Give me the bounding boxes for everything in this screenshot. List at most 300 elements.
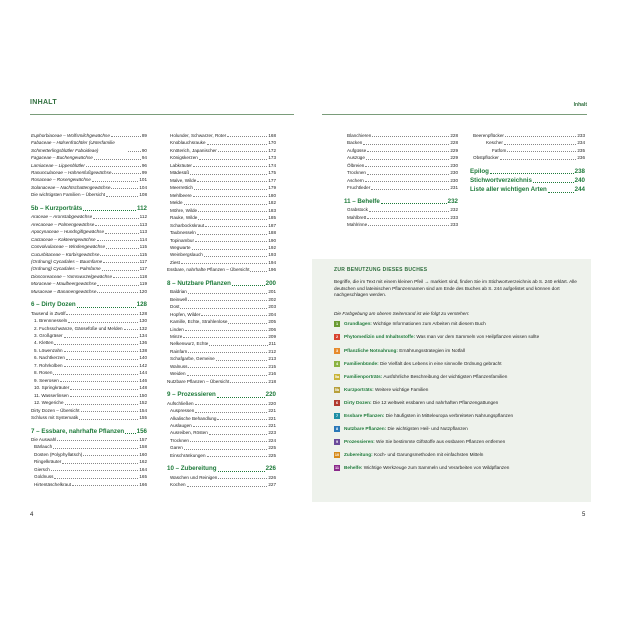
leader-dots bbox=[86, 166, 141, 167]
toc-entry bbox=[167, 474, 276, 481]
legend-label: Grundlagen: bbox=[344, 321, 372, 326]
toc-entry-page: 225 bbox=[268, 445, 276, 451]
legend-label: Prozessieren: bbox=[344, 439, 375, 444]
toc-entry-page: 233 bbox=[450, 221, 458, 227]
leader-dots bbox=[93, 218, 139, 219]
leader-dots bbox=[184, 204, 268, 205]
leader-dots bbox=[66, 314, 138, 315]
toc-entry bbox=[167, 192, 276, 199]
toc-entry-title: Garen bbox=[170, 445, 183, 451]
toc-entry-title: Ziest bbox=[170, 259, 180, 265]
toc-entry-title: Giersch bbox=[34, 466, 50, 472]
toc-entry bbox=[31, 317, 147, 324]
toc-entry-title: Euphorbiaceae – Wolfsmilchgewächse bbox=[31, 132, 110, 138]
toc-entry bbox=[167, 288, 276, 295]
toc-entry-page: 209 bbox=[268, 334, 276, 339]
leader-dots bbox=[198, 219, 267, 220]
legend-description: Die 12 weltweit essbaren und nahrhaften Pflanzengattungen bbox=[371, 400, 499, 405]
leader-dots bbox=[111, 136, 141, 137]
leader-dots bbox=[81, 411, 139, 412]
toc-entry-page: 206 bbox=[268, 326, 276, 332]
toc-entry-title: Ölbreien bbox=[347, 162, 365, 168]
toc-entry bbox=[167, 266, 276, 273]
leader-dots bbox=[533, 182, 574, 183]
leader-dots bbox=[218, 151, 268, 152]
toc-entry-title: Topinambur bbox=[170, 237, 195, 243]
legend-label: Familienporträts: bbox=[344, 374, 383, 379]
leader-dots bbox=[227, 136, 267, 137]
leader-dots bbox=[97, 292, 138, 293]
toc-entry-page: 224 bbox=[268, 437, 276, 443]
toc-entry-title: Hopfen, Wilder bbox=[170, 311, 201, 317]
leader-dots bbox=[180, 308, 267, 309]
toc-entry bbox=[31, 221, 147, 228]
toc-entry bbox=[31, 191, 147, 198]
legend-description: Ernährungsstrategien im Notfall bbox=[397, 348, 465, 353]
toc-entry-title: Fabaceae – Hülsenfrüchtler (Unterfamilie Schmetterlingsblütler Faboideae) bbox=[31, 140, 115, 153]
toc-entry-title: Obstpflücker bbox=[473, 155, 499, 161]
toc-entry-page: 165 bbox=[139, 474, 147, 480]
toc-entry-title: Königskerzen bbox=[170, 155, 198, 161]
legend-color-swatch: 5b bbox=[334, 388, 340, 392]
toc-entry bbox=[344, 169, 458, 176]
toc-entry-title: Musaceae – Bananengewächse bbox=[31, 288, 97, 294]
toc-entry-title: Aufschließen bbox=[167, 400, 194, 406]
legend-label: Dirty Dozen: bbox=[344, 400, 372, 405]
leader-dots bbox=[68, 322, 138, 323]
toc-entry bbox=[31, 473, 147, 480]
toc-entry-title: 9. Seerosen bbox=[34, 377, 59, 383]
toc-entry bbox=[167, 400, 276, 407]
toc-entry bbox=[167, 244, 276, 251]
leader-dots bbox=[188, 352, 267, 353]
legend-color-swatch: 9 bbox=[335, 440, 339, 444]
toc-section-entry bbox=[167, 279, 276, 288]
toc-entry-title: Meerrettich bbox=[170, 185, 193, 191]
toc-entry-page: 155 bbox=[139, 415, 147, 421]
toc-entry-page: 177 bbox=[268, 177, 276, 183]
toc-entry-page: 89 bbox=[141, 132, 147, 138]
toc-column-2 bbox=[167, 132, 276, 489]
toc-entry-title: 5b – Kurzporträts bbox=[31, 204, 83, 212]
toc-entry-page: 128 bbox=[139, 310, 147, 316]
toc-entry-title: Moraceae – Maulbeergewächse bbox=[31, 281, 97, 287]
toc-entry bbox=[470, 139, 585, 146]
toc-entry-title: Beerenpflücker bbox=[473, 132, 504, 138]
toc-column-1 bbox=[31, 132, 147, 488]
toc-entry-title: Aufgüsse bbox=[347, 147, 367, 153]
toc-entry-page: 118 bbox=[139, 273, 147, 279]
leader-dots bbox=[70, 389, 138, 390]
leader-dots bbox=[228, 323, 267, 324]
legend-text bbox=[344, 426, 584, 433]
toc-entry-title: Lamiaceae – Lippenblütler bbox=[31, 162, 85, 168]
leader-dots bbox=[548, 192, 574, 193]
toc-entry-title: 7 – Essbare, nahrhafte Pflanzen bbox=[31, 427, 125, 435]
toc-entry-page: 119 bbox=[139, 281, 147, 287]
toc-entry bbox=[344, 184, 458, 191]
toc-entry bbox=[167, 348, 276, 355]
toc-entry-page: 200 bbox=[265, 279, 276, 287]
header-right bbox=[322, 96, 587, 115]
toc-entry bbox=[31, 340, 147, 347]
toc-entry-page: 180 bbox=[268, 192, 276, 198]
toc-entry-page: 218 bbox=[268, 378, 276, 384]
legend-color-swatch: 10 bbox=[334, 453, 340, 457]
toc-entry bbox=[31, 243, 147, 250]
toc-entry bbox=[167, 132, 276, 139]
leader-dots bbox=[94, 159, 141, 160]
toc-entry-page: 213 bbox=[268, 356, 276, 362]
toc-entry-title: Melde bbox=[170, 200, 183, 206]
legend-color-swatch: 5a bbox=[334, 375, 340, 379]
section-label: Inhalt bbox=[573, 102, 587, 108]
toc-entry-title: Schafgarbe, Gemeine bbox=[170, 356, 215, 362]
toc-entry-page: 160 bbox=[139, 451, 147, 457]
toc-section-entry bbox=[344, 197, 458, 206]
toc-entry-page: 112 bbox=[139, 214, 147, 220]
toc-entry-title: Beinwell bbox=[170, 296, 188, 302]
toc-entry-title: Fruchtleder bbox=[347, 185, 371, 191]
leader-dots bbox=[62, 463, 138, 464]
leader-dots bbox=[250, 271, 267, 272]
leader-dots bbox=[490, 173, 574, 174]
toc-entry-title: Mahlrinne bbox=[347, 221, 368, 227]
legend-description: Die Vielfalt des Lebens in eine sinnvolle Ordnung gebracht bbox=[378, 361, 502, 366]
toc-section-entry bbox=[31, 204, 147, 213]
toc-entry-title: 11 – Behelfe bbox=[344, 197, 380, 205]
toc-entry-page: 104 bbox=[139, 184, 147, 190]
toc-entry bbox=[31, 384, 147, 391]
toc-entry bbox=[167, 452, 276, 459]
toc-entry-page: 140 bbox=[139, 355, 147, 361]
toc-entry-page: 226 bbox=[268, 474, 276, 480]
leader-dots bbox=[77, 307, 136, 308]
toc-entry bbox=[470, 154, 585, 161]
toc-entry bbox=[344, 132, 458, 139]
legend-color-swatch: 3 bbox=[335, 349, 339, 353]
toc-entry bbox=[31, 451, 147, 458]
toc-entry bbox=[167, 296, 276, 303]
leader-dots bbox=[366, 159, 449, 160]
toc-entry-title: Kochen bbox=[170, 482, 186, 488]
toc-entry-page: 164 bbox=[139, 466, 147, 472]
toc-entry-page: 227 bbox=[268, 482, 276, 488]
info-intro: Begriffe, die im Text mit einem kleinen Pfeil → markiert sind, finden Sie im Stichwortverzeichnis ab S. 240 erklärt. Alle deutschen und lateinischen Pflanzennamen sind am Ende des Buches ab S. 244 aufgelistet und können dort nachgeschlagen werden. bbox=[334, 279, 577, 298]
toc-entry-title: Kescher bbox=[486, 140, 503, 146]
leader-dots bbox=[187, 375, 268, 376]
legend-text bbox=[344, 465, 584, 472]
leader-dots bbox=[53, 374, 138, 375]
toc-entry-page: 113 bbox=[139, 221, 147, 227]
leader-dots bbox=[197, 181, 267, 182]
toc-entry bbox=[167, 222, 276, 229]
toc-section-entry bbox=[31, 427, 147, 436]
toc-entry bbox=[31, 325, 147, 332]
toc-entry-title: 7. Rohrkolben bbox=[34, 362, 63, 368]
leader-dots bbox=[64, 351, 139, 352]
legend-label: Phytomedizin und Inhaltsstoffe: bbox=[344, 334, 416, 339]
toc-entry-page: 185 bbox=[268, 215, 276, 221]
legend-color-swatch: 6 bbox=[335, 401, 339, 405]
toc-entry bbox=[167, 169, 276, 176]
toc-entry-page: 229 bbox=[450, 155, 458, 161]
leader-dots bbox=[195, 404, 268, 405]
toc-entry bbox=[31, 236, 147, 243]
legend-text bbox=[344, 321, 584, 328]
toc-entry-title: Auslaugen bbox=[170, 422, 192, 428]
legend-text bbox=[344, 387, 584, 394]
leader-dots bbox=[79, 419, 138, 420]
toc-entry-title: Bärlauch bbox=[34, 444, 53, 450]
toc-entry bbox=[31, 443, 147, 450]
toc-entry-title: Schluss mit Systematik bbox=[31, 415, 79, 421]
toc-entry bbox=[31, 310, 147, 317]
leader-dots bbox=[505, 136, 576, 137]
leader-dots bbox=[381, 203, 447, 204]
toc-entry-page: 144 bbox=[139, 370, 147, 376]
toc-entry-title: Goldnuss bbox=[34, 474, 54, 480]
toc-entry bbox=[167, 154, 276, 161]
leader-dots bbox=[54, 344, 138, 345]
toc-entry-page: 179 bbox=[268, 185, 276, 191]
toc-entry-title: Knoblauchsrauke bbox=[170, 140, 206, 146]
toc-entry bbox=[31, 288, 147, 295]
toc-entry bbox=[31, 273, 147, 280]
toc-entry-page: 154 bbox=[139, 407, 147, 413]
toc-entry bbox=[31, 377, 147, 384]
toc-entry-title: Einschränkungen bbox=[170, 452, 206, 458]
toc-section-entry bbox=[470, 167, 585, 176]
toc-entry bbox=[31, 466, 147, 473]
toc-entry-page: 114 bbox=[139, 236, 147, 242]
toc-entry-page: 120 bbox=[139, 288, 147, 294]
toc-entry-page: 117 bbox=[139, 258, 147, 264]
toc-entry bbox=[167, 214, 276, 221]
toc-entry-title: Mehlbeere bbox=[170, 192, 192, 198]
leader-dots bbox=[217, 419, 267, 420]
legend-description: Ausführliche Beschreibung der wichtigsten Pflanzenfamilien bbox=[382, 374, 508, 379]
toc-entry bbox=[31, 132, 147, 139]
legend-label: Nutzbare Pflanzen: bbox=[344, 426, 387, 431]
leader-dots bbox=[188, 293, 267, 294]
toc-entry-page: 94 bbox=[141, 155, 147, 161]
leader-dots bbox=[192, 249, 268, 250]
toc-entry-page: 202 bbox=[268, 296, 276, 302]
toc-entry-page: 168 bbox=[268, 132, 276, 138]
toc-entry-page: 201 bbox=[268, 289, 276, 295]
toc-entry bbox=[167, 481, 276, 488]
toc-entry-title: 1. Brennnesseln bbox=[34, 318, 68, 324]
toc-section-entry bbox=[167, 464, 276, 473]
toc-entry-title: Die wichtigsten Familien – Übersicht bbox=[31, 192, 106, 198]
toc-entry-title: Minze bbox=[170, 334, 183, 339]
toc-section-entry bbox=[470, 176, 585, 185]
toc-entry-title: Dosten (Polyphyllatsch) bbox=[34, 451, 83, 457]
toc-entry bbox=[470, 147, 585, 154]
toc-entry-title: Trocknen bbox=[347, 170, 366, 176]
toc-entry-title: 5. Löwenzahn bbox=[34, 347, 63, 353]
toc-entry-page: 223 bbox=[268, 430, 276, 436]
leader-dots bbox=[190, 441, 267, 442]
toc-entry-page: 244 bbox=[574, 186, 585, 194]
toc-entry bbox=[31, 169, 147, 176]
toc-entry bbox=[31, 354, 147, 361]
toc-entry-title: 4. Kletten bbox=[34, 340, 54, 346]
toc-entry bbox=[31, 392, 147, 399]
toc-entry-title: Alkalische Behandlung bbox=[170, 415, 217, 421]
toc-entry-page: 99 bbox=[141, 169, 147, 175]
leader-dots bbox=[183, 337, 267, 338]
page-number-right: 5 bbox=[582, 512, 586, 518]
toc-entry bbox=[167, 259, 276, 266]
leader-dots bbox=[128, 151, 141, 152]
toc-entry-page: 117 bbox=[139, 266, 147, 272]
toc-entry-title: Scharbockskraut bbox=[170, 222, 205, 228]
toc-entry bbox=[31, 139, 147, 154]
leader-dots bbox=[83, 210, 136, 211]
toc-entry bbox=[31, 332, 147, 339]
toc-entry-page: 172 bbox=[268, 147, 276, 153]
toc-entry bbox=[31, 162, 147, 169]
leader-dots bbox=[367, 174, 449, 175]
toc-entry-page: 234 bbox=[577, 140, 585, 146]
toc-entry-title: Liste aller wichtigen Arten bbox=[470, 186, 547, 194]
toc-entry-title: Möhre, Wilde bbox=[170, 207, 198, 213]
toc-entry-page: 188 bbox=[268, 230, 276, 236]
toc-entry bbox=[167, 333, 276, 340]
toc-entry-page: 233 bbox=[577, 132, 585, 138]
toc-entry-title: 2. Fuchsschwänze, Gänsefüße und Melden bbox=[34, 325, 123, 331]
toc-entry-title: Essbare, nahrhafte Pflanzen – Übersicht bbox=[167, 267, 250, 273]
toc-entry bbox=[31, 213, 147, 220]
toc-entry-title: Dirty Dozen – Übersicht bbox=[31, 407, 80, 413]
legend-description: Koch- und Garungsmethoden mit einfachsten Mitteln bbox=[372, 452, 484, 457]
leader-dots bbox=[105, 233, 139, 234]
toc-entry-page: 90 bbox=[141, 147, 147, 153]
toc-entry-title: Dioscoreaceae – Yamswurzelgewächse bbox=[31, 273, 113, 279]
leader-dots bbox=[369, 211, 449, 212]
toc-entry-page: 232 bbox=[447, 197, 458, 205]
toc-section-entry bbox=[167, 390, 276, 399]
toc-entry bbox=[167, 237, 276, 244]
toc-entry-page: 236 bbox=[577, 155, 585, 161]
toc-entry-page: 190 bbox=[268, 237, 276, 243]
leader-dots bbox=[53, 448, 138, 449]
legend-description: Wichtige Werkzeuge zum Sammeln und Verarbeiten von Wildpflanzen bbox=[362, 465, 510, 470]
toc-entry bbox=[344, 206, 458, 213]
toc-entry-page: 221 bbox=[268, 408, 276, 414]
toc-entry-page: 215 bbox=[268, 363, 276, 369]
legend-description: Was man vor dem Sammeln von Heilpflanzen wissen sollte bbox=[415, 334, 540, 339]
legend-color-swatch: 11 bbox=[334, 466, 339, 470]
toc-entry-page: 226 bbox=[265, 465, 276, 473]
toc-entry bbox=[31, 251, 147, 258]
legend-description: Weitere wichtige Familien bbox=[373, 387, 429, 392]
legend-text bbox=[344, 361, 584, 368]
toc-entry bbox=[344, 177, 458, 184]
toc-entry-page: 231 bbox=[450, 185, 458, 191]
toc-entry-title: Nutzbare Pflanzen – Übersicht bbox=[167, 378, 230, 384]
toc-entry bbox=[31, 481, 147, 488]
toc-entry bbox=[31, 184, 147, 191]
leader-dots bbox=[230, 382, 267, 383]
toc-entry-title: Backen bbox=[347, 140, 363, 146]
header-left bbox=[30, 96, 294, 115]
toc-entry bbox=[31, 258, 147, 265]
toc-entry bbox=[31, 458, 147, 465]
toc-entry bbox=[167, 318, 276, 325]
leader-dots bbox=[218, 478, 267, 479]
toc-entry-page: 220 bbox=[268, 400, 276, 406]
legend-label: Pflanzliche Notnahrung: bbox=[344, 348, 398, 353]
toc-entry-title: Weinbergslauch bbox=[170, 252, 203, 258]
leader-dots bbox=[113, 277, 139, 278]
leader-dots bbox=[124, 329, 139, 330]
leader-dots bbox=[204, 256, 267, 257]
leader-dots bbox=[111, 188, 138, 189]
legend-color-swatch: 8 bbox=[335, 427, 339, 431]
leader-dots bbox=[95, 225, 138, 226]
toc-entry bbox=[344, 147, 458, 154]
toc-entry-title: (Ordnung) Cycadales – Palmfarne bbox=[31, 266, 101, 272]
toc-entry-title: Waschen und Reinigen bbox=[170, 474, 218, 480]
leader-dots bbox=[57, 440, 138, 441]
legend-label: Zubereitung: bbox=[344, 452, 373, 457]
toc-entry-title: 10. Springkräuter bbox=[34, 385, 70, 391]
toc-entry-title: Rosaceae – Rosengewächse bbox=[31, 177, 91, 183]
toc-entry bbox=[31, 176, 147, 183]
leader-dots bbox=[106, 196, 138, 197]
toc-entry-title: Walnuss bbox=[170, 363, 188, 369]
toc-entry bbox=[31, 280, 147, 287]
legend-color-swatch: 4 bbox=[335, 362, 339, 366]
leader-dots bbox=[507, 151, 576, 152]
toc-entry-page: 203 bbox=[268, 304, 276, 310]
toc-entry bbox=[31, 154, 147, 161]
toc-entry-title: Linden bbox=[170, 326, 184, 332]
toc-entry-page: 166 bbox=[139, 481, 147, 487]
toc-entry-title: Nelkenwurz, Echte bbox=[170, 341, 209, 347]
toc-entry bbox=[167, 340, 276, 347]
leader-dots bbox=[232, 285, 265, 286]
toc-entry bbox=[167, 355, 276, 362]
toc-entry-page: 221 bbox=[268, 422, 276, 428]
toc-entry-page: 128 bbox=[136, 301, 147, 309]
toc-entry-page: 229 bbox=[450, 147, 458, 153]
toc-entry bbox=[167, 177, 276, 184]
leader-dots bbox=[367, 218, 449, 219]
legend-label: Kurzporträts: bbox=[344, 387, 374, 392]
toc-entry-title: Apocynaceae – Hundsgiftgewächse bbox=[31, 229, 105, 235]
toc-entry-page: 152 bbox=[139, 400, 147, 406]
toc-column-4 bbox=[470, 132, 585, 195]
leader-dots bbox=[190, 174, 267, 175]
toc-entry-title: (Ordnung) Cycadales – Baumfarne bbox=[31, 258, 103, 264]
toc-entry bbox=[31, 265, 147, 272]
leader-dots bbox=[106, 248, 139, 249]
toc-entry-page: 101 bbox=[139, 177, 147, 183]
leader-dots bbox=[187, 486, 268, 487]
leader-dots bbox=[64, 366, 139, 367]
toc-entry-title: Solanaceae – Nachtschattengewächse bbox=[31, 184, 111, 190]
toc-entry bbox=[167, 252, 276, 259]
toc-entry-title: 8 – Nutzbare Pflanzen bbox=[167, 279, 231, 287]
toc-entry bbox=[167, 378, 276, 385]
toc-entry bbox=[344, 154, 458, 161]
toc-entry-page: 156 bbox=[136, 427, 147, 435]
toc-entry-page: 115 bbox=[139, 244, 147, 250]
